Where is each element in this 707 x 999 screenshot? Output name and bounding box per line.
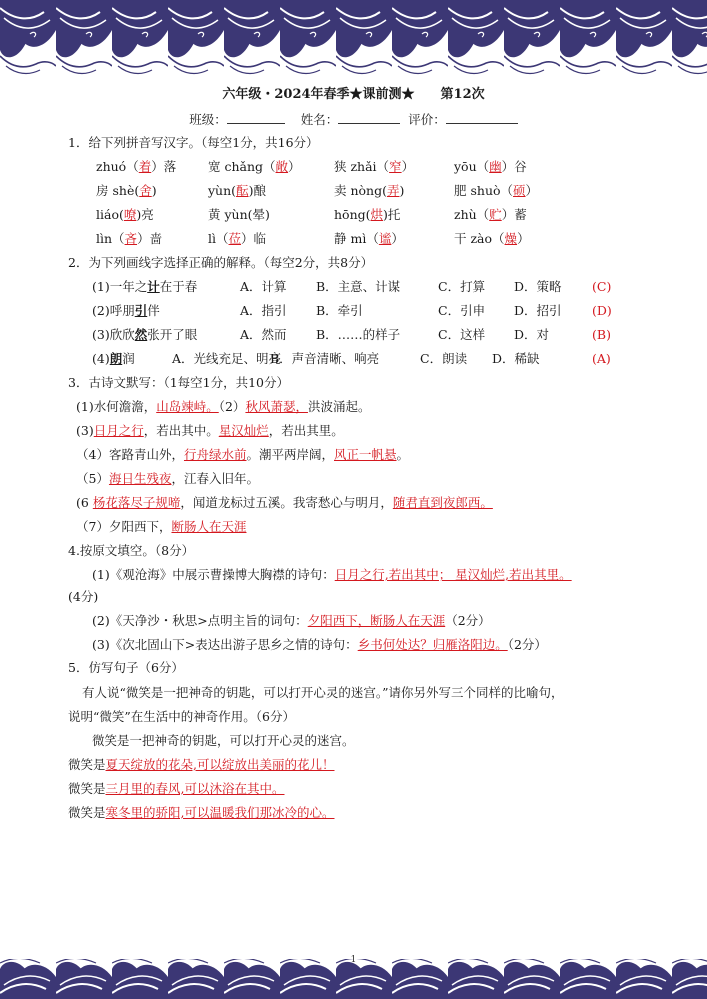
pinyin-item: 卖 nòng(弄) xyxy=(334,183,405,198)
pinyin-item: liáo(嘹)亮 xyxy=(96,207,154,222)
q4-heading: 4.按原文填空。（8分） xyxy=(68,543,195,558)
answer-text: 行舟绿水前 xyxy=(183,447,247,462)
answer-text: 乡书何处达？归雁洛阳边。 xyxy=(357,637,508,652)
q2-option-a: A．光线充足、明亮 xyxy=(172,351,282,366)
eval-field[interactable] xyxy=(446,110,518,124)
answer-text: 烘 xyxy=(370,207,384,222)
q5-answer-2: 微笑是三月里的春风,可以沐浴在其中。 xyxy=(68,781,285,796)
student-info-row xyxy=(0,110,707,129)
answer-text: 谧 xyxy=(378,231,392,246)
q2-option-d: D．招引 xyxy=(514,303,562,318)
q5-heading: 5．仿写句子（6分） xyxy=(68,660,184,675)
pinyin-item: 宽 chǎng（敞） xyxy=(208,159,301,174)
page-number: 1 xyxy=(350,955,357,965)
pinyin-item: yùn(酝)酿 xyxy=(208,183,266,198)
q3-line-5: (6 杨花落尽子规啼，闻道龙标过五溪。我寄愁心与明月，随君直到夜郎西。 xyxy=(76,495,493,510)
q5-prompt-1: 有人说“微笑是一把神奇的钥匙，可以打开心灵的迷宫。”请你另外写三个同样的比喻句， xyxy=(82,685,564,700)
q4-line-2: (2)《天净沙・秋思>点明主旨的词句：夕阳西下，断肠人在天涯（2分） xyxy=(92,613,491,628)
q2-heading: 2．为下列画线字选择正确的解释。（每空2分，共8分） xyxy=(68,255,374,270)
underlined-word: 计 xyxy=(147,279,160,294)
pinyin-item: yōu（幽）谷 xyxy=(454,159,527,174)
answer-text: 风正一帆悬 xyxy=(334,447,397,462)
q2-answer: (C) xyxy=(592,279,612,294)
q2-option-a: A．指引 xyxy=(240,303,287,318)
q4-line-3: (3)《次北固山下>表达出游子思乡之情的诗句：乡书何处达？归雁洛阳边。（2分） xyxy=(92,637,547,652)
answer-text: 杨花落尽子规啼 xyxy=(92,495,181,510)
pinyin-item: hōng(烘)托 xyxy=(334,207,401,222)
q2-stem: (3)欣欣然张开了眼 xyxy=(92,327,198,342)
q5-answer-1: 微笑是夏天绽放的花朵,可以绽放出美丽的花儿！ xyxy=(68,757,335,772)
underlined-word: 然 xyxy=(134,327,148,342)
q2-option-d: D．稀缺 xyxy=(492,351,540,366)
q2-option-c: C．朗读 xyxy=(420,351,468,366)
q2-answer: (D) xyxy=(592,303,612,318)
pinyin-item: 静 mì（谧） xyxy=(334,231,404,246)
answer-text: 燥 xyxy=(504,231,518,246)
pinyin-item: 肥 shuò（硕） xyxy=(454,183,539,198)
answer-text: 夕阳西下，断肠人在天涯 xyxy=(307,613,446,628)
name-label: 姓名： xyxy=(300,112,339,127)
answer-text: 夏天绽放的花朵,可以绽放出美丽的花儿！ xyxy=(105,757,335,772)
answer-text: 酝 xyxy=(236,183,249,198)
pinyin-item: 黄 yùn(晕) xyxy=(208,207,270,222)
q2-option-c: C．打算 xyxy=(438,279,486,294)
pinyin-item: lìn（吝）啬 xyxy=(96,231,163,246)
answer-text: 莅 xyxy=(228,231,242,246)
q2-answer: (B) xyxy=(592,327,611,342)
answer-text: 敞 xyxy=(275,159,289,174)
q3-heading: 3．古诗文默写：（1每空1分，共10分） xyxy=(68,375,290,390)
answer-text: 海日生残夜 xyxy=(108,471,172,486)
class-field[interactable] xyxy=(227,110,285,124)
q2-option-a: A．然而 xyxy=(240,327,287,342)
name-field[interactable] xyxy=(338,110,400,124)
q5-example: 微笑是一把神奇的钥匙，可以打开心灵的迷宫。 xyxy=(92,733,355,748)
q2-option-b: B．主意、计谋 xyxy=(316,279,401,294)
underlined-word: 引 xyxy=(134,303,148,318)
pinyin-item: zhuó（着）落 xyxy=(96,159,177,174)
pinyin-item: lì（莅）临 xyxy=(208,231,267,246)
q2-answer: (A) xyxy=(592,351,611,366)
q2-option-c: C．引申 xyxy=(438,303,486,318)
answer-text: 秋风萧瑟， xyxy=(245,399,308,414)
answer-text: 三月里的春风,可以沐浴在其中。 xyxy=(105,781,285,796)
underlined-word: 朗 xyxy=(109,351,123,366)
q2-option-b: B．声音清晰、响亮 xyxy=(270,351,380,366)
answer-text: 幽 xyxy=(489,159,502,174)
answer-text: 嘹 xyxy=(123,207,137,222)
answer-text: 硕 xyxy=(513,183,526,198)
q3-line-4: （5）海日生残夜，江春入旧年。 xyxy=(76,471,259,486)
q5-answer-3: 微笑是寒冬里的骄阳,可以温暖我们那冰冷的心。 xyxy=(68,805,335,820)
eval-label: 评价： xyxy=(408,112,446,127)
answer-text: 弄 xyxy=(386,183,400,198)
answer-text: 寒冬里的骄阳,可以温暖我们那冰冷的心。 xyxy=(105,805,335,820)
class-label: 班级： xyxy=(189,112,227,127)
q2-stem: (2)呼朋引伴 xyxy=(92,303,160,318)
q3-line-3: （4）客路青山外，行舟绿水前。潮平两岸阔，风正一帆悬。 xyxy=(76,447,410,462)
answer-text: 日月之行,若出其中； 星汉灿烂,若出其里。 xyxy=(334,567,572,582)
pinyin-item: 干 zào（燥） xyxy=(454,231,530,246)
q2-stem: (4)朗润 xyxy=(92,351,135,366)
answer-text: 窄 xyxy=(389,159,402,174)
answer-text: 着 xyxy=(138,159,152,174)
q2-option-b: B．牵引 xyxy=(316,303,363,318)
q4-line-1: (1)《观沧海》中展示曹操博大胸襟的诗句：日月之行,若出其中； 星汉灿烂,若出其里。 xyxy=(92,567,572,582)
q3-line-1: (1)水何澹澹，山岛竦峙。（2）秋风萧瑟，洪波涌起。 xyxy=(76,399,371,414)
answer-text: 舍 xyxy=(139,183,152,198)
q2-option-d: D．对 xyxy=(514,327,550,342)
q2-option-b: B．……的样子 xyxy=(316,327,401,342)
q2-option-a: A．计算 xyxy=(240,279,287,294)
q5-prompt-2: 说明“微笑”在生活中的神奇作用。（6分） xyxy=(68,709,295,724)
answer-text: 星汉灿烂 xyxy=(218,423,269,438)
q2-option-c: C．这样 xyxy=(438,327,486,342)
answer-text: 日月之行 xyxy=(93,423,144,438)
answer-text: 吝 xyxy=(124,231,138,246)
answer-text: 贮 xyxy=(489,207,502,222)
q2-stem: (1)一年之计在于春 xyxy=(92,279,198,294)
q3-line-6: （7）夕阳西下，断肠人在天涯 xyxy=(76,519,247,534)
answer-text: 随君直到夜郎西。 xyxy=(392,495,493,510)
page-title: 六年级・2024年春季★课前测★ 第12次 xyxy=(222,87,485,102)
answer-text: 断肠人在天涯 xyxy=(171,519,247,534)
q4-line-1-score: (4分) xyxy=(68,589,99,604)
q1-heading: 1．给下列拼音写汉字。（每空1分，共16分） xyxy=(68,135,319,150)
q3-line-2: (3)日月之行，若出其中。星汉灿烂，若出其里。 xyxy=(76,423,344,438)
q2-option-d: D．策略 xyxy=(514,279,562,294)
pinyin-item: 房 shè(舍) xyxy=(96,183,157,198)
pinyin-item: 狭 zhǎi（窄） xyxy=(334,159,415,174)
pinyin-item: zhù（贮）蓄 xyxy=(454,207,527,222)
answer-text: 山岛竦峙。 xyxy=(156,399,219,414)
